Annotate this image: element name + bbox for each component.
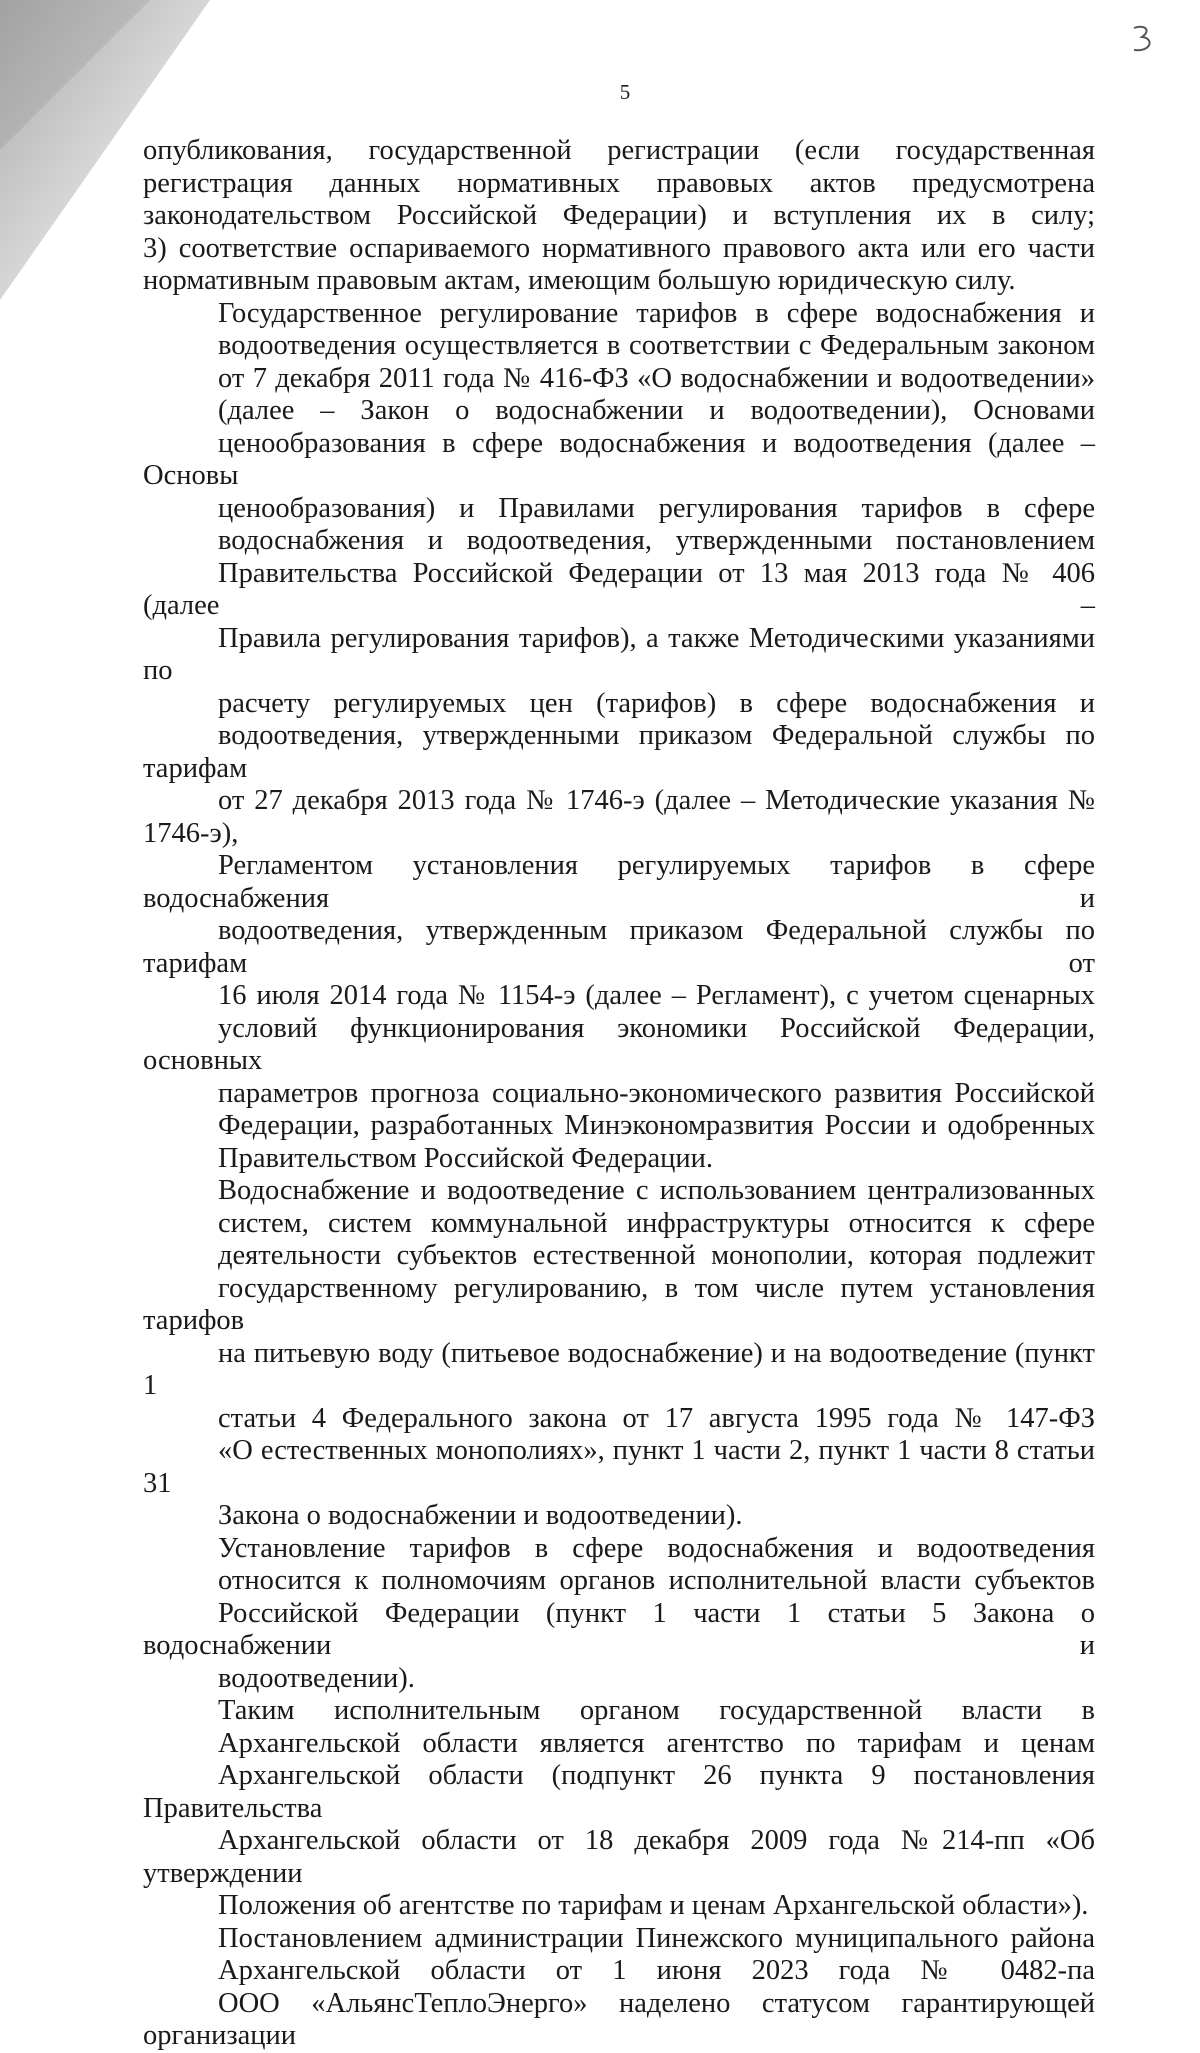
text-line: нормативным правовым актам, имеющим большую юридическую силу. — [143, 265, 1016, 296]
text-line: от 7 декабря 2011 года № 416-ФЗ «О водоснабжении и водоотведении» — [218, 362, 1095, 394]
paragraph — [143, 1533, 1095, 1696]
text-line: водоотведении). — [218, 1662, 415, 1694]
paragraph — [143, 135, 1095, 298]
text-line: 3) соответствие оспариваемого нормативного правового акта или его части — [143, 232, 1095, 264]
text-line: Архангельской области от 18 декабря 2009 года №214-пп «Об утверждении — [143, 1825, 1095, 1889]
text-line: «О естественных монополиях», пункт 1 части 2, пункт 1 части 8 статьи 31 — [143, 1435, 1095, 1499]
text-line: систем, систем коммунальной инфраструктуры относится к сфере — [218, 1207, 1095, 1239]
text-line: 16 июля 2014 года № 1154-э (далее – Регламент), с учетом сценарных — [218, 980, 1095, 1011]
text-line: Регламентом установления регулируемых тарифов в сфере водоснабжения и — [143, 850, 1095, 914]
text-line: водоотведения, утвержденными приказом Федеральной службы по тарифам — [143, 720, 1095, 784]
text-line: деятельности субъектов естественной монополии, которая подлежит — [218, 1240, 1095, 1271]
text-line: расчету регулируемых цен (тарифов) в сфере водоснабжения и — [218, 687, 1095, 719]
text-line: Российской Федерации (пункт 1 части 1 статьи 5 Закона о водоснабжении и — [143, 1597, 1095, 1661]
text-line: Правительства Российской Федерации от 13 мая 2013 года № 406 (далее – — [143, 557, 1095, 621]
text-line: законодательством Российской Федерации) и вступления их в силу; — [143, 200, 1095, 231]
text-line: статьи 4 Федерального закона от 17 августа 1995 года № 147-ФЗ — [218, 1402, 1095, 1434]
text-line: на питьевую воду (питьевое водоснабжение) и на водоотведение (пункт 1 — [143, 1337, 1095, 1401]
text-line: ценообразования) и Правилами регулирования тарифов в сфере — [218, 492, 1095, 524]
text-line: регистрация данных нормативных правовых актов предусмотрена — [143, 167, 1095, 199]
text-line: водоотведения, утвержденным приказом Федеральной службы по тарифам от — [143, 915, 1095, 979]
text-line: относится к полномочиям органов исполнительной власти субъектов — [218, 1565, 1095, 1596]
text-line: Государственное регулирование тарифов в сфере водоснабжения и — [218, 297, 1095, 329]
text-line: Закона о водоснабжении и водоотведении). — [218, 1500, 743, 1531]
document-body — [143, 135, 1095, 2053]
text-line: Таким исполнительным органом государственной власти в — [218, 1695, 1095, 1726]
text-line: Установление тарифов в сфере водоснабжения и водоотведения — [218, 1532, 1095, 1564]
text-line: Архангельской области от 1 июня 2023 года № 0482-па — [218, 1955, 1095, 1986]
text-line: Постановлением администрации Пинежского муниципального района — [218, 1922, 1095, 1954]
paragraph — [143, 1695, 1095, 1923]
text-line: водоснабжения и водоотведения, утвержденными постановлением — [218, 525, 1095, 556]
text-line: от 27 декабря 2013 года № 1746-э (далее – Методические указания № 1746-э), — [143, 785, 1095, 849]
text-line: (далее – Закон о водоснабжении и водоотведении), Основами — [218, 395, 1095, 426]
page-number: 5 — [619, 80, 631, 104]
text-line: ООО «АльянсТеплоЭнерго» наделено статусом гарантирующей организации — [143, 1987, 1095, 2051]
text-line: Положения об агентстве по тарифам и ценам Архангельской области»). — [218, 1890, 1089, 1921]
text-line: Архангельской области является агентство по тарифам и ценам — [218, 1727, 1095, 1759]
text-line: Федерации, разработанных Минэкономразвития России и одобренных — [218, 1110, 1095, 1141]
text-line: Правительством Российской Федерации. — [218, 1142, 714, 1174]
text-line: опубликования, государственной регистрации (если государственная — [143, 135, 1095, 166]
text-line: Правила регулирования тарифов), а также Методическими указаниями по — [143, 622, 1095, 686]
text-line: ценообразования в сфере водоснабжения и водоотведения (далее – Основы — [143, 427, 1095, 491]
handwritten-mark-icon — [1126, 22, 1160, 56]
text-line: условий функционирования экономики Российской Федерации, основных — [143, 1012, 1095, 1076]
text-line: государственному регулированию, в том числе путем установления тарифов — [143, 1272, 1095, 1336]
paragraph — [143, 1923, 1095, 2053]
paragraph — [143, 1175, 1095, 1533]
text-line: Водоснабжение и водоотведение с использованием централизованных — [218, 1175, 1095, 1206]
text-line: параметров прогноза социально-экономического развития Российской — [218, 1077, 1095, 1109]
paragraph — [143, 298, 1095, 1176]
text-line: водоотведения осуществляется в соответствии с Федеральным законом — [218, 330, 1095, 361]
text-line: Архангельской области (подпункт 26 пункта 9 постановления Правительства — [143, 1760, 1095, 1824]
